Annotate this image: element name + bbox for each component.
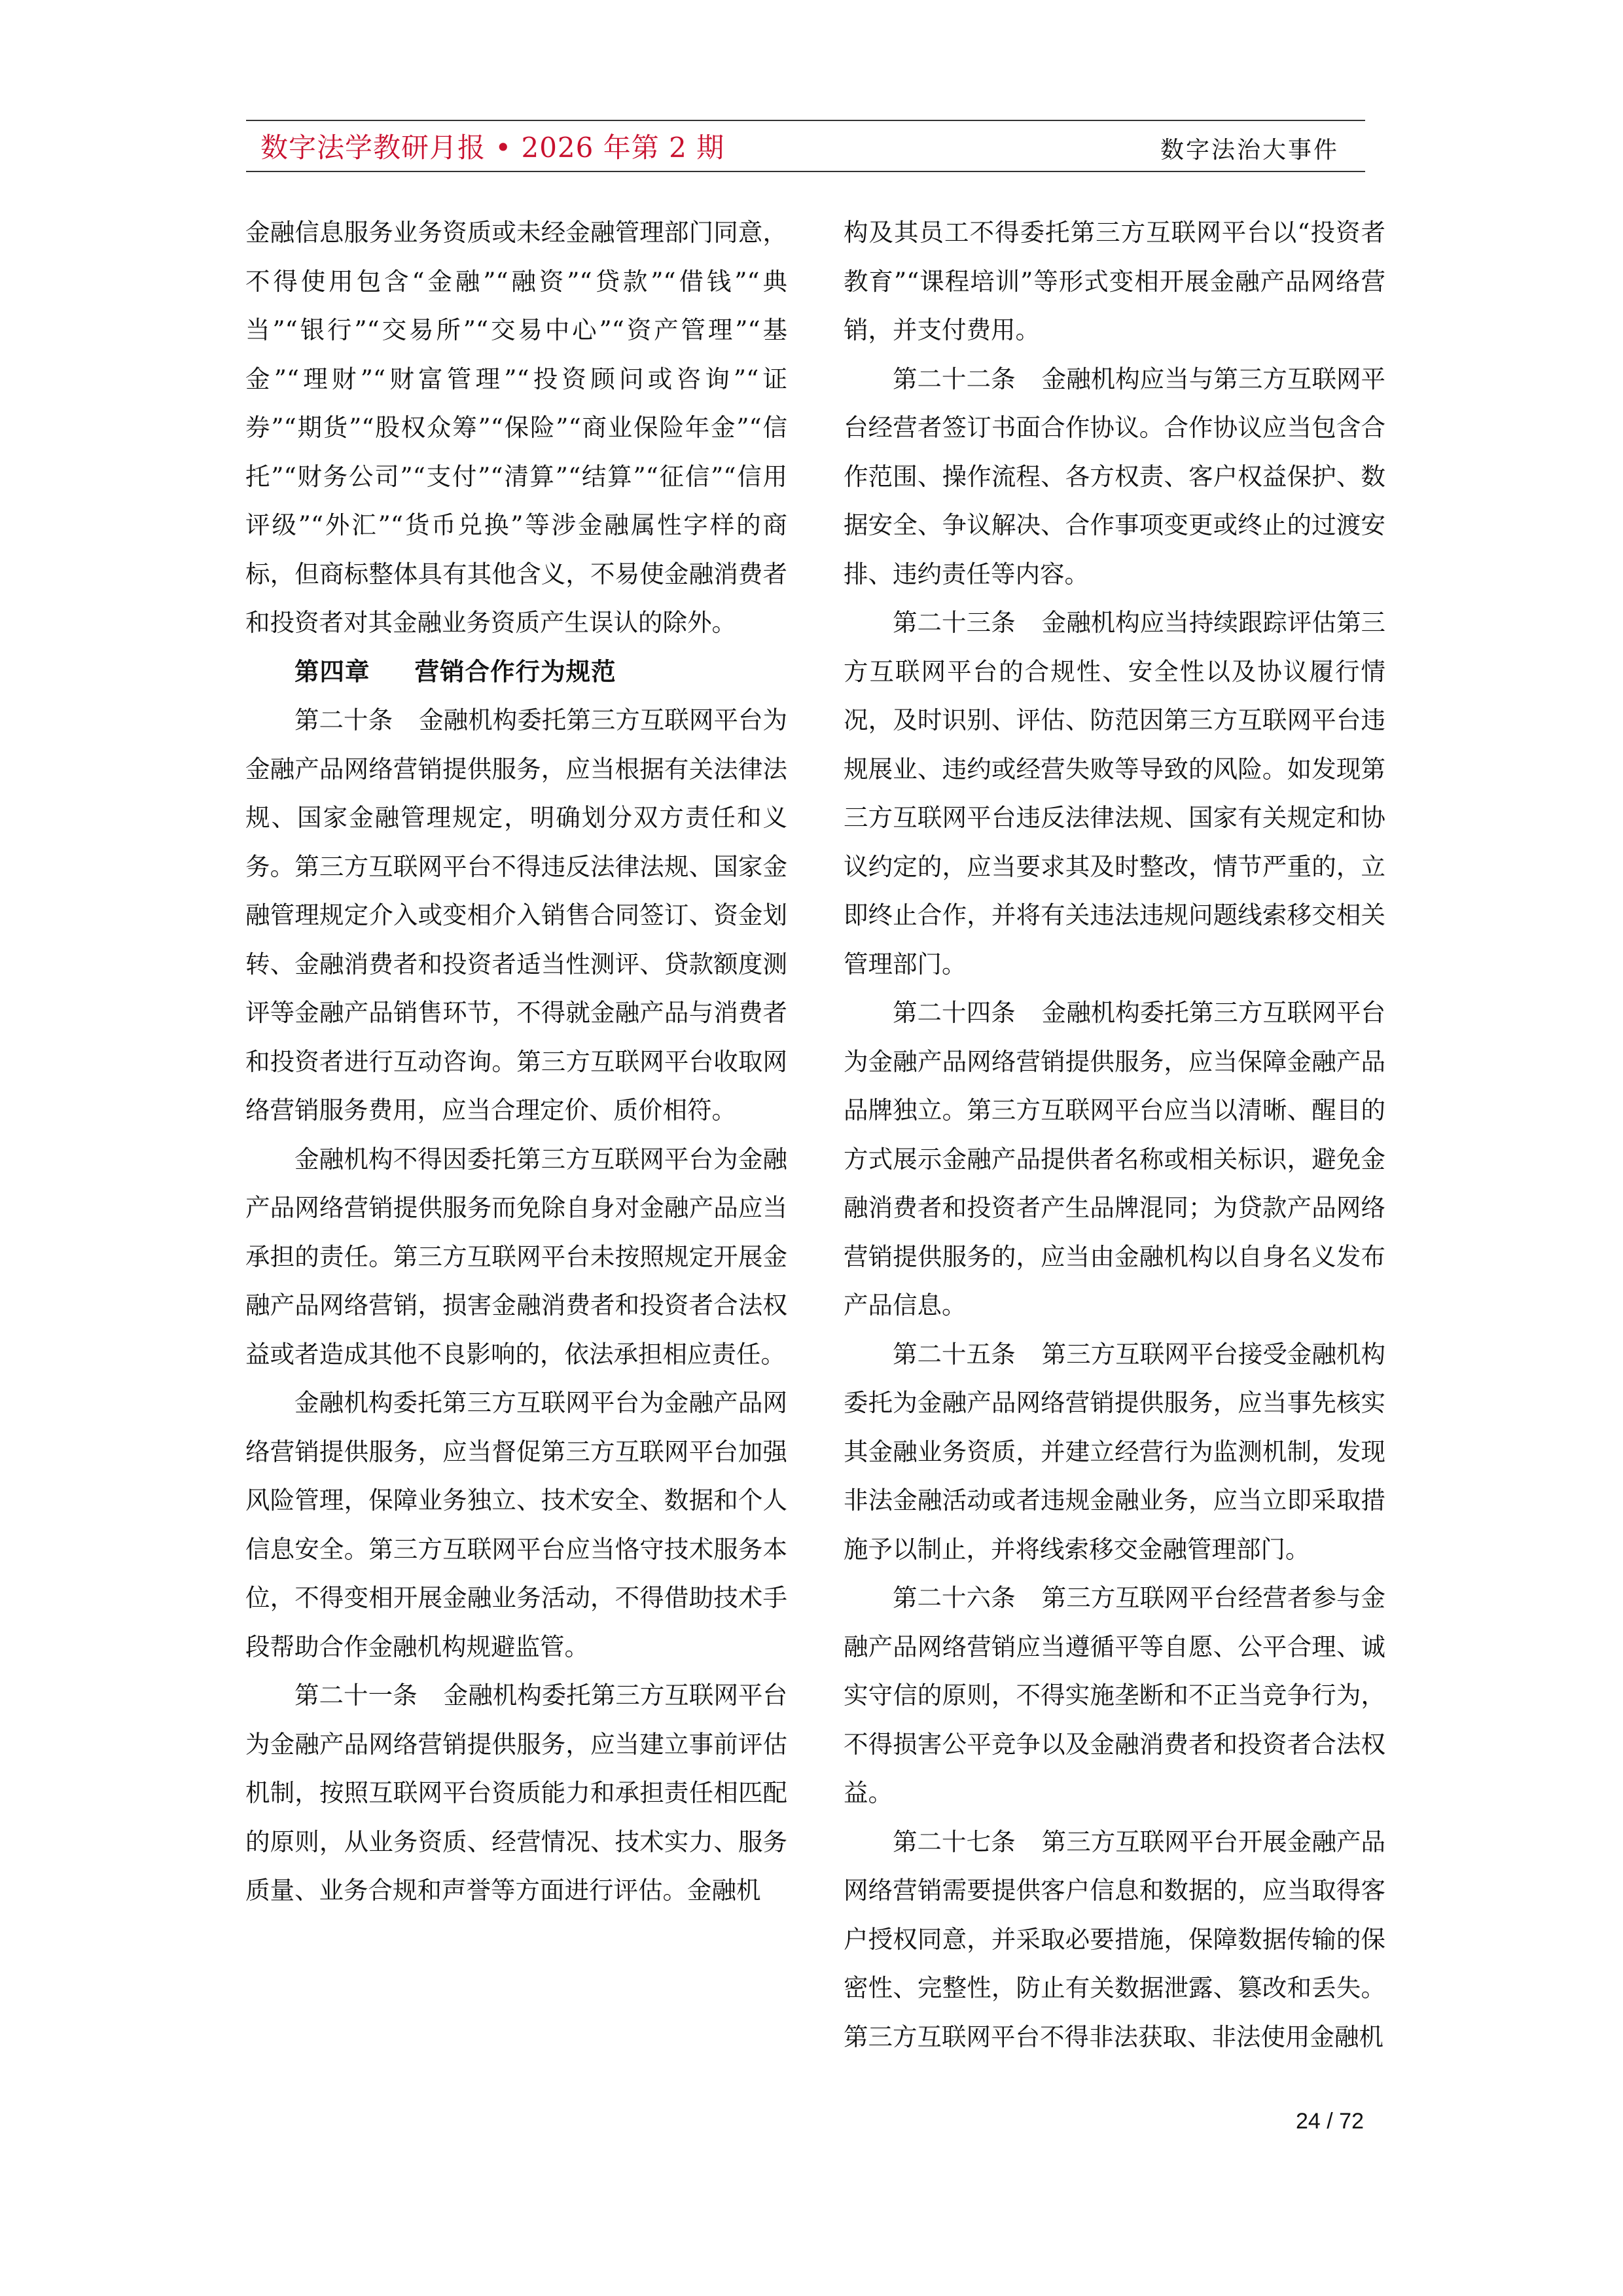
article-23-label: 第二十三条 xyxy=(893,608,1016,637)
article-21-text: 金融机构委托第三方互联网平台为金融产品网络营销提供服务，应当建立事前评估机制，按照互联网平台资质能力和承担责任相匹配的原则，从业务资质、经营情况、技术实力、服务质量、业务合规和声誉等方面进行评估。金融机 xyxy=(245,1681,788,1905)
section-title: 数字法治大事件 xyxy=(1160,137,1339,164)
article-27-label: 第二十七条 xyxy=(893,1827,1016,1856)
article-25-label: 第二十五条 xyxy=(893,1339,1016,1369)
article-20-paragraph-2: 金融机构不得因委托第三方互联网平台为金融产品网络营销提供服务而免除自身对金融产品应当承担的责任。第三方互联网平台未按照规定开展金融产品网络营销，损害金融消费者和投资者合法权益或者造成其他不良影响的，依法承担相应责任。 xyxy=(245,1144,787,1369)
header-bottom-rule xyxy=(246,171,1365,172)
header-top-rule xyxy=(246,120,1365,121)
article-23-text: 金融机构应当持续跟踪评估第三方互联网平台的合规性、安全性以及协议履行情况，及时识别、评估、防范因第三方互联网平台违规展业、违约或经营失败等导致的风险。如发现第三方互联网平台违反法律法规、国家有关规定和协议约定的，应当要求其及时整改，情节严重的，立即终止合作，并将有关违法违规问题线索移交相关管理部门。 xyxy=(844,608,1386,978)
paragraph-trademark-continuation: 金融信息服务业务资质或未经金融管理部门同意，不得使用包含“金融”“融资”“贷款”“借钱”“典当”“银行”“交易所”“交易中心”“资产管理”“基金”“理财”“财富管理”“投资顾问或咨询”“证券”“期货”“股权众筹”“保险”“商业保险年金”“信托”“财务公司”“支付”“清算”“结算”“征信”“信用评级”“外汇”“货币兑换”等涉金融属性字样的商标，但商标整体具有其他含义，不易使金融消费者和投资者对其金融业务资质产生误认的除外。 xyxy=(245,218,787,637)
article-20-text: 金融机构委托第三方互联网平台为金融产品网络营销提供服务，应当根据有关法律法规、国家金融管理规定，明确划分双方责任和义务。第三方互联网平台不得违反法律法规、国家金融管理规定介入或变相介入销售合同签订、资金划转、金融消费者和投资者适当性测评、贷款额度测评等金融产品销售环节，不得就金融产品与消费者和投资者进行互动咨询。第三方互联网平台收取网络营销服务费用，应当合理定价、质价相符。 xyxy=(245,706,788,1124)
chapter-title: 营销合作行为规范 xyxy=(414,656,616,686)
article-27-text: 第三方互联网平台开展金融产品网络营销需要提供客户信息和数据的，应当取得客户授权同意，并采取必要措施，保障数据传输的保密性、完整性，防止有关数据泄露、篡改和丢失。第三方互联网平台不得非法获取、非法使用金融机 xyxy=(844,1827,1386,2051)
article-22 xyxy=(844,355,1385,599)
article-20 xyxy=(245,696,787,1135)
article-27 xyxy=(844,1818,1385,2062)
article-21-label: 第二十一条 xyxy=(294,1681,418,1710)
article-25 xyxy=(844,1330,1385,1574)
article-24-text: 金融机构委托第三方互联网平台为金融产品网络营销提供服务，应当保障金融产品品牌独立。第三方互联网平台应当以清晰、醒目的方式展示金融产品提供者名称或相关标识，避免金融消费者和投资者产生品牌混同；为贷款产品网络营销提供服务的，应当由金融机构以自身名义发布产品信息。 xyxy=(844,998,1386,1319)
article-23 xyxy=(844,598,1385,988)
article-25-text: 第三方互联网平台接受金融机构委托为金融产品网络营销提供服务，应当事先核实其金融业务资质，并建立经营行为监测机制，发现非法金融活动或者违规金融业务，应当立即采取措施予以制止，并将线索移交金融管理部门。 xyxy=(844,1339,1386,1564)
article-22-text: 金融机构应当与第三方互联网平台经营者签订书面合作协议。合作协议应当包含合作范围、操作流程、各方权责、客户权益保护、数据安全、争议解决、合作事项变更或终止的过渡安排、违约责任等内容。 xyxy=(844,364,1386,588)
article-26-label: 第二十六条 xyxy=(893,1583,1016,1612)
right-column xyxy=(844,208,1385,2061)
journal-title: 数字法学教研月报 • 2026 年第 2 期 xyxy=(260,132,725,164)
article-21 xyxy=(245,1671,787,1915)
article-26 xyxy=(844,1573,1385,1818)
left-column xyxy=(245,208,787,1915)
article-20-paragraph-3: 金融机构委托第三方互联网平台为金融产品网络营销提供服务，应当督促第三方互联网平台加强风险管理，保障业务独立、技术安全、数据和个人信息安全。第三方互联网平台应当恪守技术服务本位，不得变相开展金融业务活动，不得借助技术手段帮助合作金融机构规避监管。 xyxy=(245,1388,787,1661)
page-number: 24 / 72 xyxy=(1296,2109,1364,2134)
article-26-text: 第三方互联网平台经营者参与金融产品网络营销应当遵循平等自愿、公平合理、诚实守信的原则，不得实施垄断和不正当竞争行为，不得损害公平竞争以及金融消费者和投资者合法权益。 xyxy=(844,1583,1386,1807)
article-24 xyxy=(844,988,1385,1330)
article-21-continuation: 构及其员工不得委托第三方互联网平台以“投资者教育”“课程培训”等形式变相开展金融产品网络营销，并支付费用。 xyxy=(844,218,1385,344)
article-24-label: 第二十四条 xyxy=(893,998,1016,1027)
chapter-heading xyxy=(245,647,787,696)
article-20-label: 第二十条 xyxy=(294,706,393,734)
chapter-number: 第四章 xyxy=(294,656,370,686)
page-header xyxy=(246,115,1365,173)
article-22-label: 第二十二条 xyxy=(893,364,1016,393)
